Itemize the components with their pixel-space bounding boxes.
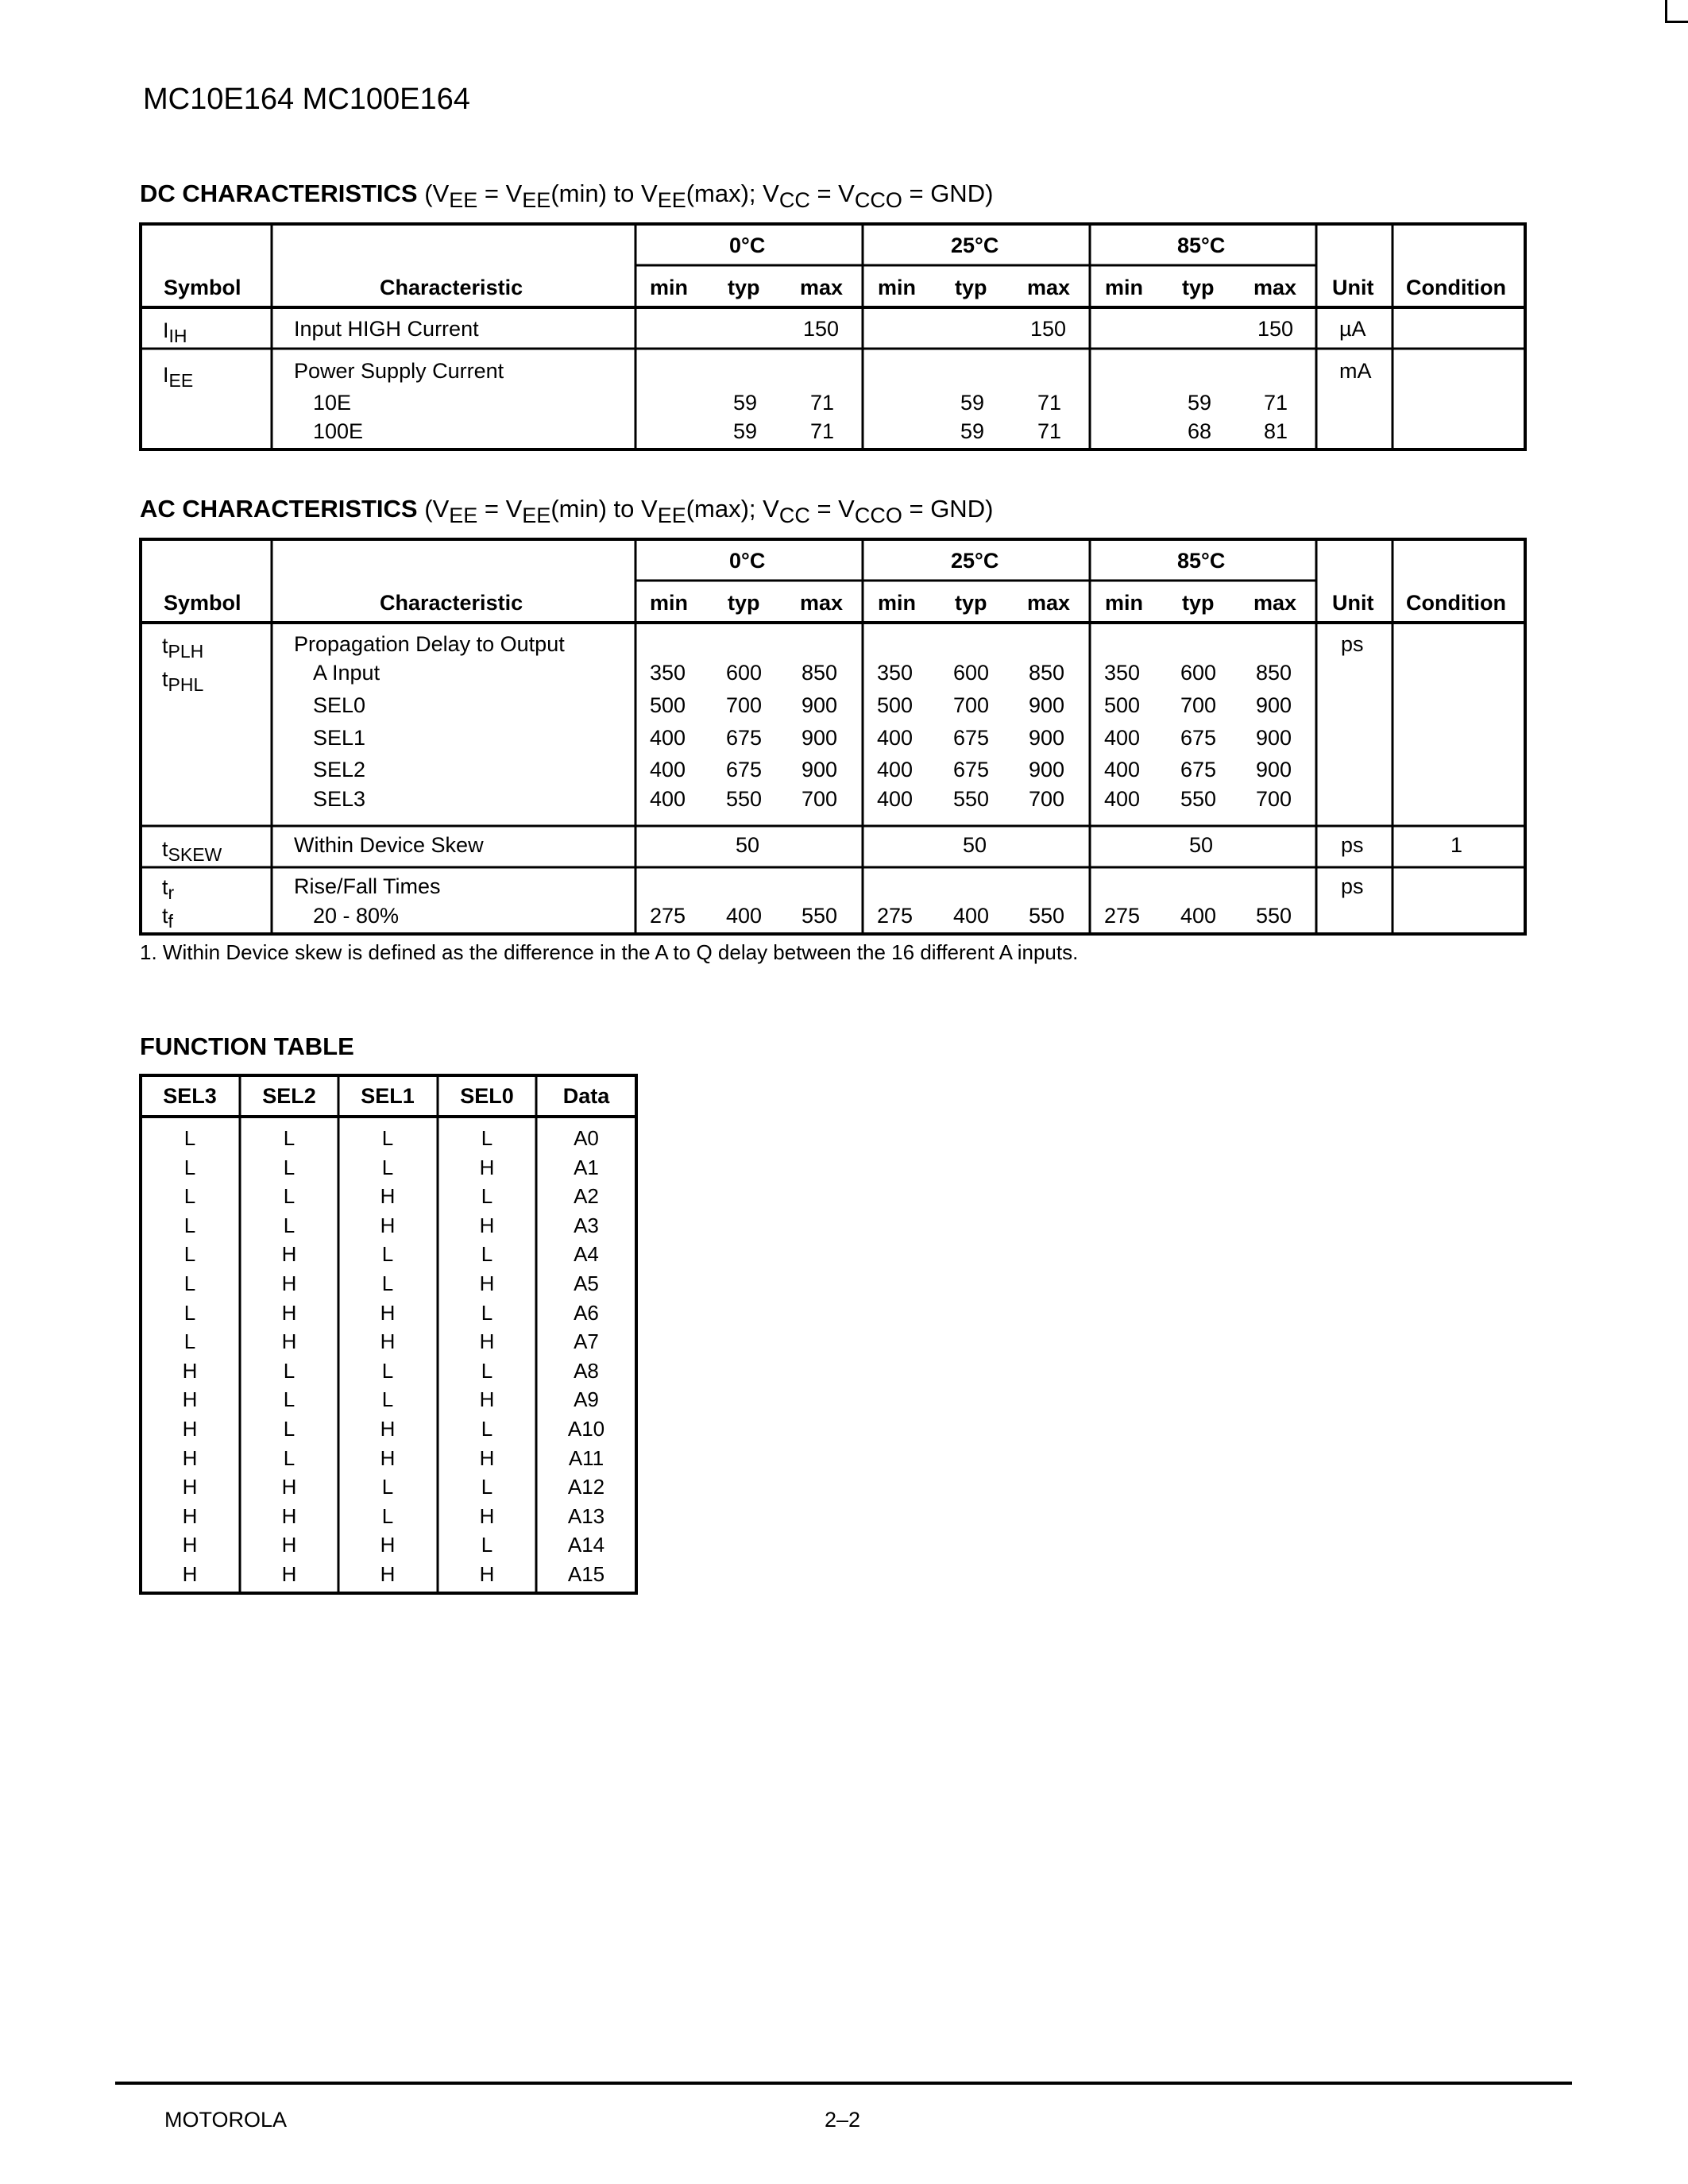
ac-prop-value: 350 bbox=[650, 661, 686, 685]
ac-prop-value: 675 bbox=[1180, 758, 1217, 781]
ac-prop-value: 675 bbox=[726, 758, 763, 781]
function-table-cell: L bbox=[283, 1213, 295, 1237]
function-table-cell: L bbox=[381, 1242, 394, 1267]
function-table-cell: L bbox=[183, 1155, 196, 1179]
function-table-cell: A6 bbox=[574, 1300, 599, 1325]
ac-prop-value: 400 bbox=[877, 726, 914, 750]
function-table-cell: L bbox=[481, 1358, 493, 1383]
ac-prop-value: 900 bbox=[802, 693, 838, 717]
ac-prop-value: 900 bbox=[1256, 693, 1292, 717]
ac-prop-value: 700 bbox=[726, 693, 763, 717]
function-table-cell: H bbox=[281, 1475, 297, 1499]
dc-header-min-0: min bbox=[650, 276, 689, 299]
dc-header-typ-85: typ bbox=[1182, 276, 1215, 299]
function-table-cell: A10 bbox=[567, 1417, 605, 1441]
ac-skew-typ-0: 50 bbox=[736, 833, 760, 857]
function-table-cell: H bbox=[281, 1503, 297, 1528]
dc-header-max-25: max bbox=[1027, 276, 1071, 299]
function-table-cell: A0 bbox=[574, 1126, 599, 1150]
ac-rise-fall-value: 400 bbox=[1180, 904, 1217, 928]
dc-symbol-iee: IEE bbox=[163, 363, 194, 391]
function-table-cell: H bbox=[182, 1358, 198, 1383]
dc-title-bold: DC CHARACTERISTICS bbox=[140, 179, 418, 207]
function-table-cell: H bbox=[182, 1533, 198, 1557]
dc-header-0c: 0°C bbox=[729, 233, 766, 257]
ac-header-typ-85: typ bbox=[1182, 591, 1215, 615]
footer-rule bbox=[115, 2082, 1572, 2085]
function-table-cell: H bbox=[380, 1417, 396, 1441]
ac-symbol-tplh: tPLH bbox=[162, 634, 204, 662]
ac-prop-value: 600 bbox=[953, 661, 990, 685]
ac-rise-fall-value: 400 bbox=[726, 904, 763, 928]
function-table-cell: H bbox=[182, 1445, 198, 1470]
function-table-cell: H bbox=[380, 1213, 396, 1237]
ac-prop-value: 400 bbox=[1104, 787, 1141, 811]
function-table-header: SEL3 bbox=[163, 1084, 217, 1108]
ac-prop-value: 700 bbox=[1180, 693, 1217, 717]
function-table-cell: L bbox=[283, 1155, 295, 1179]
ac-symbol-tr: tr bbox=[162, 875, 175, 903]
function-table-cell: L bbox=[283, 1445, 295, 1470]
page-header-part-numbers: MC10E164 MC100E164 bbox=[143, 83, 470, 116]
ac-char-rise-fall-times: Rise/Fall Times bbox=[294, 874, 441, 898]
function-table-cell: H bbox=[182, 1387, 198, 1412]
ac-prop-value: 400 bbox=[650, 758, 686, 781]
dc-iee-10e-typ-25: 59 bbox=[960, 391, 985, 415]
ac-prop-value: 700 bbox=[1029, 787, 1065, 811]
dc-header-unit: Unit bbox=[1332, 276, 1374, 299]
ac-header-min-0: min bbox=[650, 591, 689, 615]
ac-rise-fall-value: 275 bbox=[1104, 904, 1141, 928]
ac-char-propagation-delay: Propagation Delay to Output bbox=[294, 632, 565, 656]
function-table-cell: A9 bbox=[574, 1387, 599, 1412]
function-table-cell: L bbox=[381, 1387, 394, 1412]
ac-header-max-25: max bbox=[1027, 591, 1071, 615]
ac-header-max-0: max bbox=[800, 591, 844, 615]
function-table-cell: H bbox=[380, 1184, 396, 1209]
ac-header-25c: 25°C bbox=[951, 549, 999, 573]
dc-iee-10e-max-25: 71 bbox=[1037, 391, 1062, 415]
dc-symbol-iih: IIH bbox=[163, 318, 187, 346]
function-table-cell: H bbox=[479, 1445, 495, 1470]
dc-header-25c: 25°C bbox=[951, 233, 999, 257]
ac-prop-value: 500 bbox=[877, 693, 914, 717]
ac-header-min-25: min bbox=[878, 591, 917, 615]
function-table-cell: H bbox=[479, 1271, 495, 1295]
function-table-cell: H bbox=[479, 1503, 495, 1528]
function-table-cell: A13 bbox=[567, 1503, 605, 1528]
ac-prop-value: 400 bbox=[1104, 726, 1141, 750]
function-table-cell: L bbox=[381, 1155, 394, 1179]
ac-prop-line-label: SEL1 bbox=[313, 726, 366, 750]
function-table-cell: H bbox=[479, 1562, 495, 1586]
ac-rise-fall-value: 550 bbox=[1029, 904, 1065, 928]
function-table-cell: H bbox=[281, 1242, 297, 1267]
ac-header-0c: 0°C bbox=[729, 549, 766, 573]
ac-title-bold: AC CHARACTERISTICS bbox=[140, 495, 418, 523]
ac-prop-value: 550 bbox=[1180, 787, 1217, 811]
function-table-cell: H bbox=[182, 1562, 198, 1586]
ac-skew-unit: ps bbox=[1341, 833, 1364, 857]
function-table-cell: L bbox=[183, 1184, 196, 1209]
ac-rise-fall-value: 400 bbox=[953, 904, 990, 928]
function-table-cell: L bbox=[283, 1184, 295, 1209]
ac-header-unit: Unit bbox=[1332, 591, 1374, 615]
ac-prop-value: 700 bbox=[802, 787, 838, 811]
dc-header-min-25: min bbox=[878, 276, 917, 299]
function-table-cell: H bbox=[182, 1475, 198, 1499]
ac-rise-fall-line-label: 20 - 80% bbox=[313, 904, 400, 928]
ac-prop-value: 400 bbox=[1104, 758, 1141, 781]
dc-header-max-85: max bbox=[1253, 276, 1297, 299]
ac-header-min-85: min bbox=[1105, 591, 1144, 615]
dc-header-typ-0: typ bbox=[728, 276, 760, 299]
ac-header-typ-0: typ bbox=[728, 591, 760, 615]
function-table-header: SEL1 bbox=[361, 1084, 415, 1108]
ac-prop-value: 700 bbox=[1256, 787, 1292, 811]
ac-prop-value: 400 bbox=[877, 787, 914, 811]
ac-prop-line-label: SEL2 bbox=[313, 758, 366, 781]
function-table-cell: L bbox=[283, 1417, 295, 1441]
ac-title-conditions: ($V_{EE} = V_{EE}(\min)$ to $V_{EE}(\max)$; $V_{CC} = V_{CCO} = GND$) bbox=[424, 495, 994, 527]
function-table-cell: L bbox=[481, 1417, 493, 1441]
function-table-cell: H bbox=[281, 1329, 297, 1354]
function-table-cell: H bbox=[281, 1300, 297, 1325]
function-table-cell: H bbox=[281, 1271, 297, 1295]
ac-skew-typ-25: 50 bbox=[963, 833, 987, 857]
function-table-cell: L bbox=[381, 1503, 394, 1528]
function-table-cell: H bbox=[380, 1329, 396, 1354]
function-table-cell: L bbox=[183, 1271, 196, 1295]
ac-prop-value: 675 bbox=[726, 726, 763, 750]
function-table-cell: H bbox=[281, 1533, 297, 1557]
ac-prop-value: 900 bbox=[1256, 758, 1292, 781]
function-table-cell: A15 bbox=[567, 1562, 605, 1586]
function-table-cell: L bbox=[283, 1126, 295, 1150]
ac-header-typ-25: typ bbox=[955, 591, 987, 615]
dc-iih-unit: µA bbox=[1339, 317, 1366, 341]
dc-iee-100e-typ-0: 59 bbox=[733, 419, 758, 443]
function-table-cell: L bbox=[381, 1475, 394, 1499]
function-table-cell: L bbox=[183, 1329, 196, 1354]
ac-prop-value: 850 bbox=[1256, 661, 1292, 685]
function-table-cell: A14 bbox=[567, 1533, 605, 1557]
dc-header-symbol: Symbol bbox=[164, 276, 241, 299]
dc-char-input-high-current: Input HIGH Current bbox=[294, 317, 479, 341]
function-table-cell: L bbox=[283, 1387, 295, 1412]
footer-brand: MOTOROLA bbox=[164, 2108, 288, 2132]
function-table-cell: L bbox=[481, 1184, 493, 1209]
function-table-cell: H bbox=[479, 1329, 495, 1354]
ac-prop-value: 675 bbox=[953, 726, 990, 750]
ac-prop-value: 400 bbox=[650, 787, 686, 811]
ac-symbol-tf: tf bbox=[162, 904, 173, 932]
ac-rise-fall-value: 275 bbox=[650, 904, 686, 928]
dc-header-typ-25: typ bbox=[955, 276, 987, 299]
dc-iee-100e-max-0: 71 bbox=[810, 419, 835, 443]
dc-header-85c: 85°C bbox=[1177, 233, 1226, 257]
dc-header-condition: Condition bbox=[1406, 276, 1506, 299]
ac-prop-value: 675 bbox=[1180, 726, 1217, 750]
ac-header-condition: Condition bbox=[1406, 591, 1506, 615]
function-table-cell: L bbox=[381, 1271, 394, 1295]
function-table-cell: L bbox=[481, 1475, 493, 1499]
dc-header-max-0: max bbox=[800, 276, 844, 299]
function-table-cell: L bbox=[381, 1358, 394, 1383]
ac-rise-fall-unit: ps bbox=[1341, 874, 1364, 898]
function-table-cell: L bbox=[183, 1242, 196, 1267]
ac-header-max-85: max bbox=[1253, 591, 1297, 615]
dc-header-characteristic: Characteristic bbox=[380, 276, 523, 299]
function-table-cell: L bbox=[481, 1126, 493, 1150]
footer-page-number: 2–2 bbox=[825, 2108, 861, 2132]
ac-skew-condition: 1 bbox=[1450, 833, 1463, 857]
ac-prop-value: 500 bbox=[1104, 693, 1141, 717]
dc-iee-10e-max-85: 71 bbox=[1264, 391, 1288, 415]
function-table-cell: A7 bbox=[574, 1329, 599, 1354]
ac-prop-value: 850 bbox=[1029, 661, 1065, 685]
function-table-cell: A12 bbox=[567, 1475, 605, 1499]
function-table-cell: A4 bbox=[574, 1242, 599, 1267]
function-table-cell: H bbox=[380, 1562, 396, 1586]
function-table-cell: H bbox=[182, 1417, 198, 1441]
function-table-cell: H bbox=[479, 1155, 495, 1179]
dc-title-conditions: ($V_{EE} = V_{EE}(\min)$ to $V_{EE}(\max)$; $V_{CC} = V_{CCO} = GND$) bbox=[424, 179, 994, 212]
function-table-cell: L bbox=[481, 1242, 493, 1267]
function-table-cell: H bbox=[380, 1445, 396, 1470]
ac-prop-value: 350 bbox=[877, 661, 914, 685]
function-table-header: Data bbox=[562, 1084, 610, 1108]
function-table-header: SEL0 bbox=[460, 1084, 514, 1108]
ac-symbol-tskew: tSKEW bbox=[162, 837, 222, 865]
function-table-cell: L bbox=[183, 1300, 196, 1325]
ac-prop-value: 400 bbox=[650, 726, 686, 750]
function-table-cell: L bbox=[283, 1358, 295, 1383]
ac-footnote: 1. Within Device skew is defined as the difference in the A to Q delay between the 16 different A inputs. bbox=[140, 940, 1079, 964]
ac-rise-fall-value: 275 bbox=[877, 904, 914, 928]
dc-iih-max-25: 150 bbox=[1030, 317, 1067, 341]
function-table-cell: A11 bbox=[568, 1445, 605, 1470]
dc-iih-max-0: 150 bbox=[803, 317, 840, 341]
ac-header-85c: 85°C bbox=[1177, 549, 1226, 573]
ac-prop-value: 900 bbox=[1029, 726, 1065, 750]
function-table-cell: H bbox=[281, 1562, 297, 1586]
ac-prop-value: 900 bbox=[1029, 693, 1065, 717]
dc-iee-unit: mA bbox=[1339, 359, 1372, 383]
function-table-cell: L bbox=[481, 1300, 493, 1325]
ac-skew-typ-85: 50 bbox=[1189, 833, 1214, 857]
function-table-cell: A5 bbox=[574, 1271, 599, 1295]
function-table-cell: H bbox=[479, 1387, 495, 1412]
dc-iih-max-85: 150 bbox=[1257, 317, 1294, 341]
dc-header-min-85: min bbox=[1105, 276, 1144, 299]
function-table-cell: L bbox=[183, 1213, 196, 1237]
function-table-cell: A1 bbox=[574, 1155, 599, 1179]
function-table-cell: H bbox=[380, 1300, 396, 1325]
ac-prop-value: 675 bbox=[953, 758, 990, 781]
ac-prop-value: 600 bbox=[726, 661, 763, 685]
function-table-cell: A8 bbox=[574, 1358, 599, 1383]
ac-prop-value: 500 bbox=[650, 693, 686, 717]
dc-iee-100e-max-25: 71 bbox=[1037, 419, 1062, 443]
ac-rise-fall-value: 550 bbox=[802, 904, 838, 928]
ac-prop-value: 900 bbox=[1256, 726, 1292, 750]
function-table-cell: A3 bbox=[574, 1213, 599, 1237]
function-table-cell: L bbox=[183, 1126, 196, 1150]
function-table-title: FUNCTION TABLE bbox=[140, 1032, 354, 1060]
ac-header-characteristic: Characteristic bbox=[380, 591, 523, 615]
ac-prop-line-label: A Input bbox=[313, 661, 380, 685]
function-table-cell: H bbox=[479, 1213, 495, 1237]
dc-iee-10e-typ-85: 59 bbox=[1188, 391, 1212, 415]
ac-prop-value: 900 bbox=[1029, 758, 1065, 781]
ac-prop-line-label: SEL0 bbox=[313, 693, 366, 717]
ac-prop-value: 550 bbox=[726, 787, 763, 811]
ac-prop-value: 400 bbox=[877, 758, 914, 781]
ac-rise-fall-value: 550 bbox=[1256, 904, 1292, 928]
ac-prop-value: 900 bbox=[802, 726, 838, 750]
ac-prop-value: 900 bbox=[802, 758, 838, 781]
dc-iee-100e-max-85: 81 bbox=[1264, 419, 1288, 443]
function-table-cell: L bbox=[381, 1126, 394, 1150]
function-table-cell: H bbox=[380, 1533, 396, 1557]
ac-symbol-tphl: tPHL bbox=[162, 667, 204, 695]
dc-iee-10e-typ-0: 59 bbox=[733, 391, 758, 415]
function-table-header: SEL2 bbox=[262, 1084, 316, 1108]
dc-iee-100e-typ-25: 59 bbox=[960, 419, 985, 443]
function-table-cell: A2 bbox=[574, 1184, 599, 1209]
dc-iee-10e-max-0: 71 bbox=[810, 391, 835, 415]
dc-char-power-supply-current: Power Supply Current bbox=[294, 359, 504, 383]
ac-prop-value: 350 bbox=[1104, 661, 1141, 685]
ac-prop-line-label: SEL3 bbox=[313, 787, 366, 811]
ac-prop-value: 600 bbox=[1180, 661, 1217, 685]
ac-prop-value: 850 bbox=[802, 661, 838, 685]
ac-header-symbol: Symbol bbox=[164, 591, 241, 615]
function-table-cell: H bbox=[182, 1503, 198, 1528]
ac-prop-unit: ps bbox=[1341, 632, 1364, 656]
ac-char-within-device-skew: Within Device Skew bbox=[294, 833, 484, 857]
dc-iee-100e-typ-85: 68 bbox=[1188, 419, 1212, 443]
function-table-cell: L bbox=[481, 1533, 493, 1557]
dc-iee-100e-label: 100E bbox=[313, 419, 364, 443]
ac-prop-value: 700 bbox=[953, 693, 990, 717]
dc-iee-10e-label: 10E bbox=[313, 391, 352, 415]
ac-prop-value: 550 bbox=[953, 787, 990, 811]
